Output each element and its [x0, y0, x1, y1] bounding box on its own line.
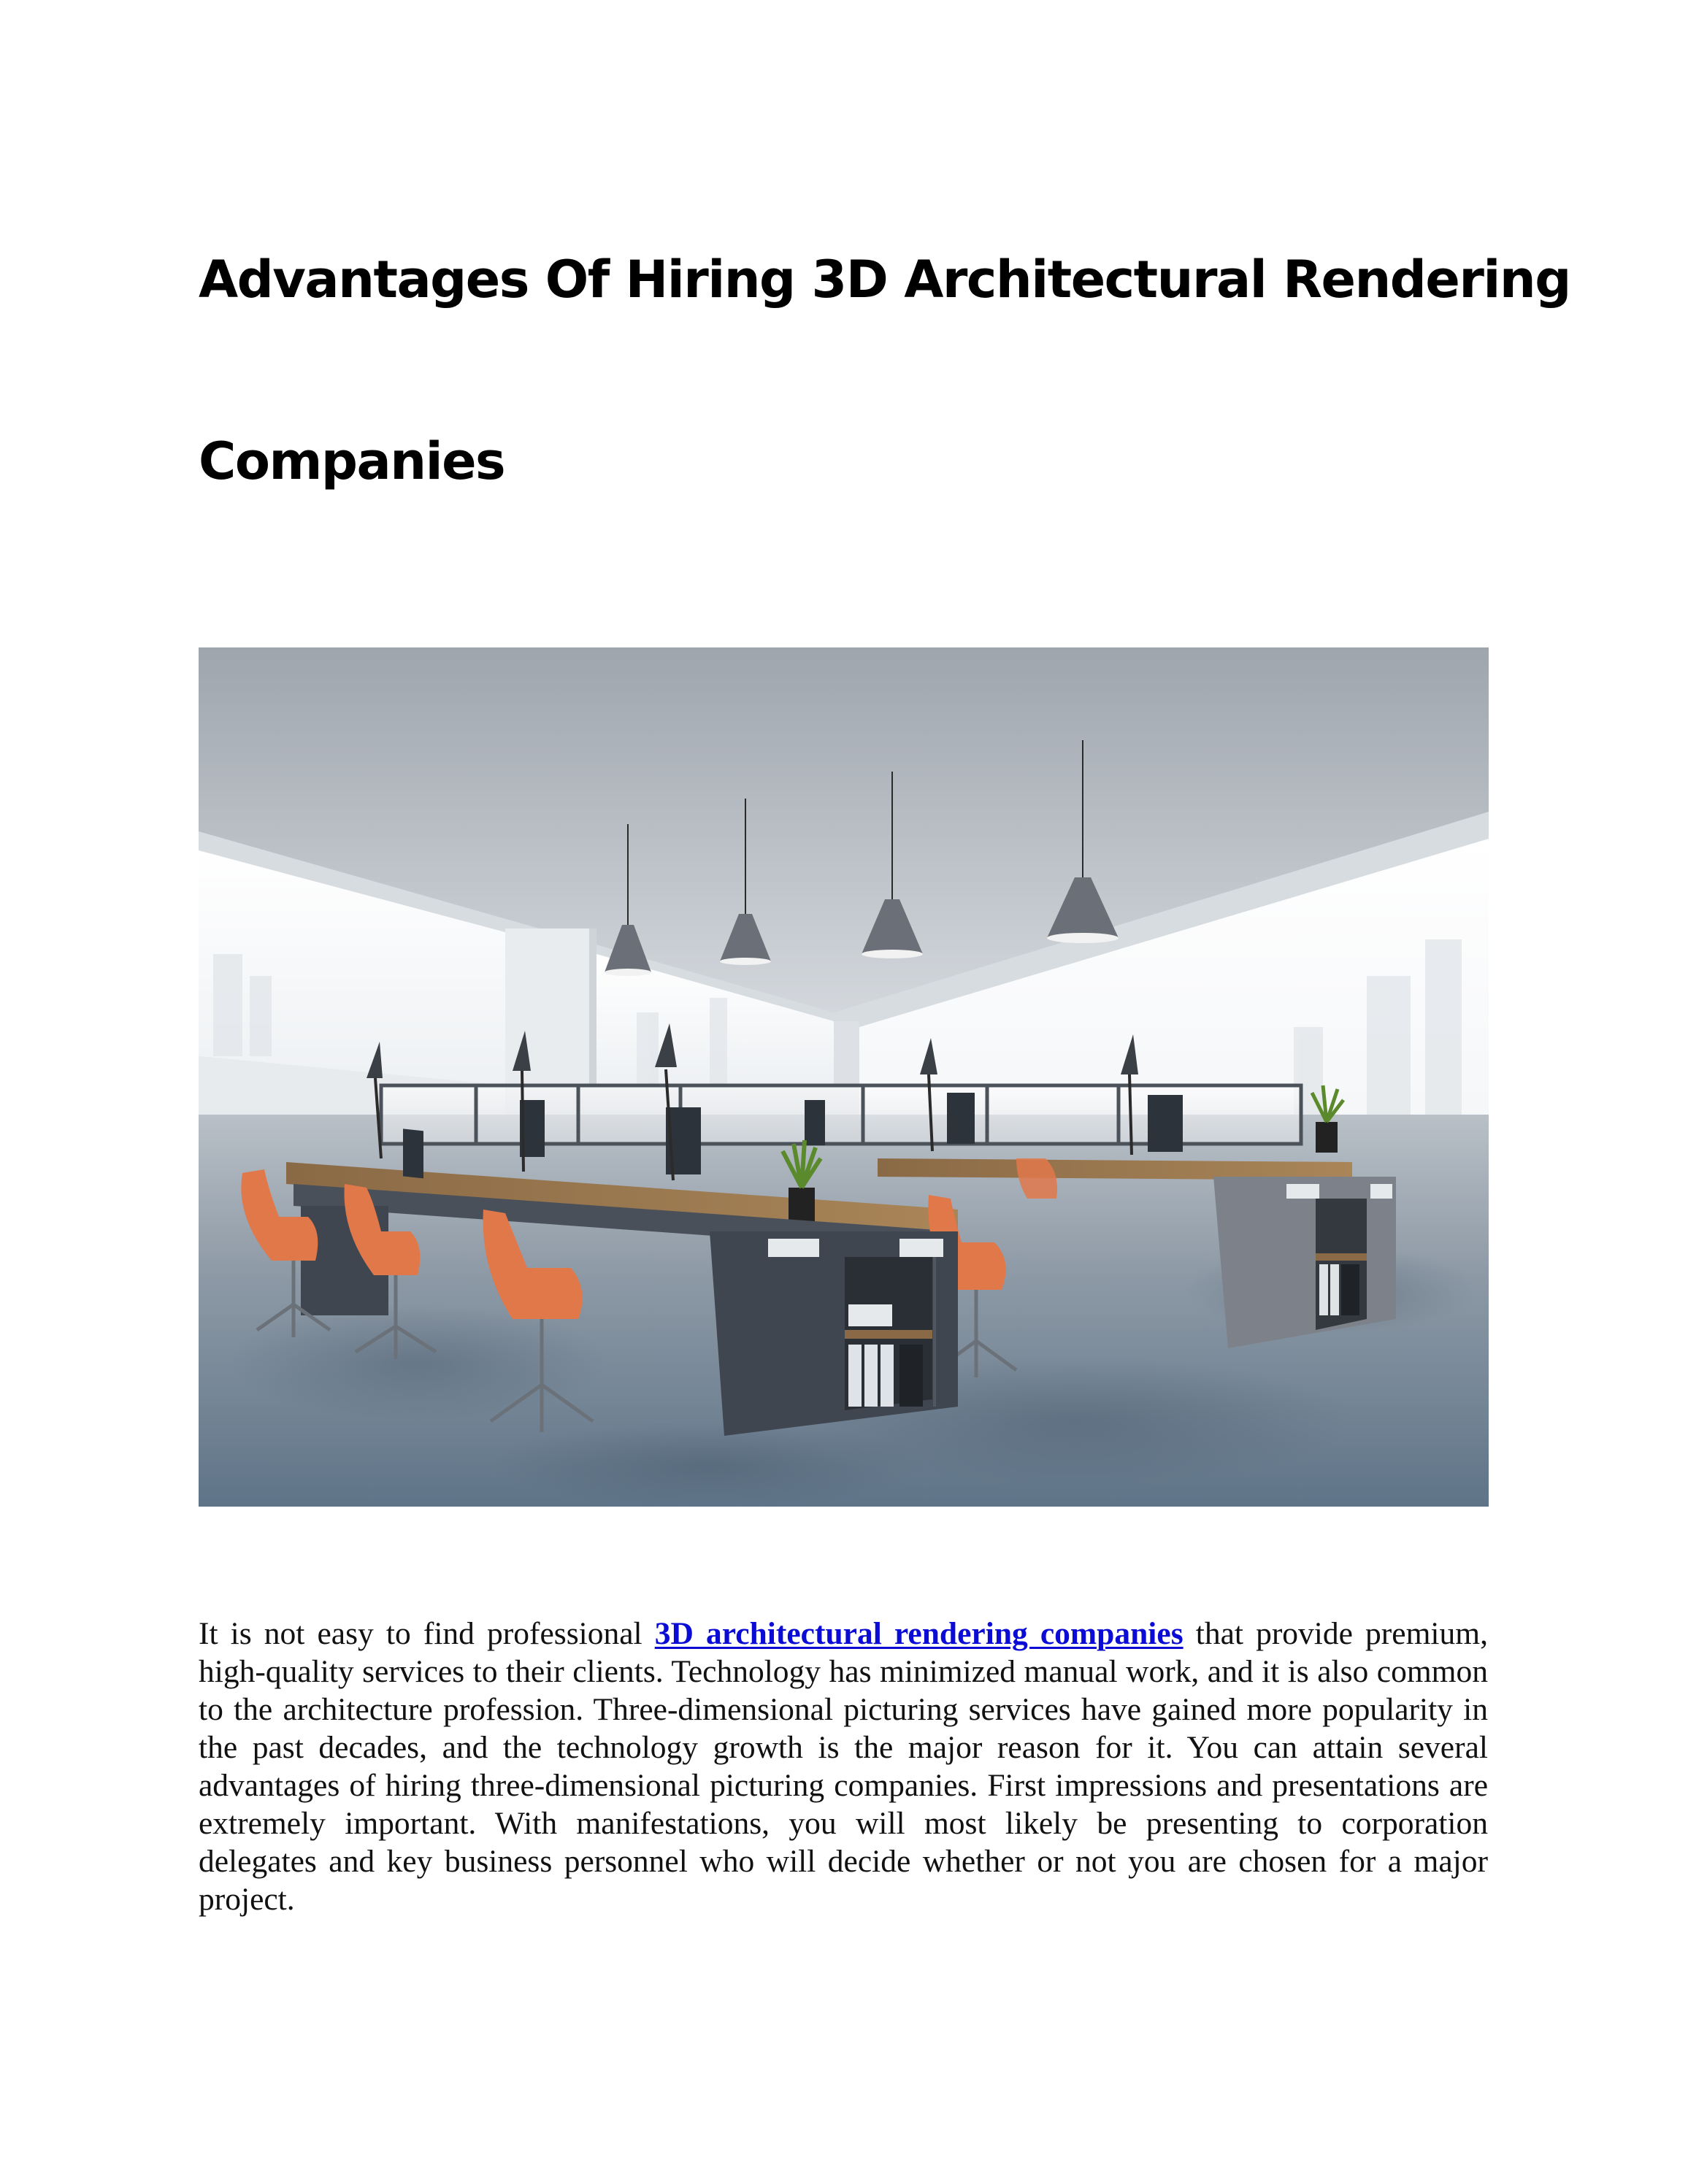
page-title-line-1: Advantages Of Hiring 3D Architectural Rendering	[199, 250, 1570, 309]
page-title-line-2: Companies	[199, 431, 505, 491]
paragraph-lead: It is not easy to find professional	[199, 1616, 655, 1651]
photo-icon	[199, 647, 1489, 1507]
rendering-companies-link[interactable]: 3D architectural rendering companies	[654, 1616, 1183, 1651]
body-paragraph	[199, 1615, 1488, 1918]
paragraph-rest: that provide premium, high-quality services to their clients. Technology has minimized manual work, and it is also common to the architecture profession. Three-dimensional picturing services have gained more popularity in the past decades, and the technology growth is the major reason for it. You can attain several advantages of hiring three-dimensional picturing companies. First impressions and presentations are extremely important. With manifestations, you will most likely be presenting to corporation delegates and key business personnel who will decide whether or not you are chosen for a major project.	[199, 1616, 1488, 1917]
office-rendering-image	[199, 647, 1489, 1507]
